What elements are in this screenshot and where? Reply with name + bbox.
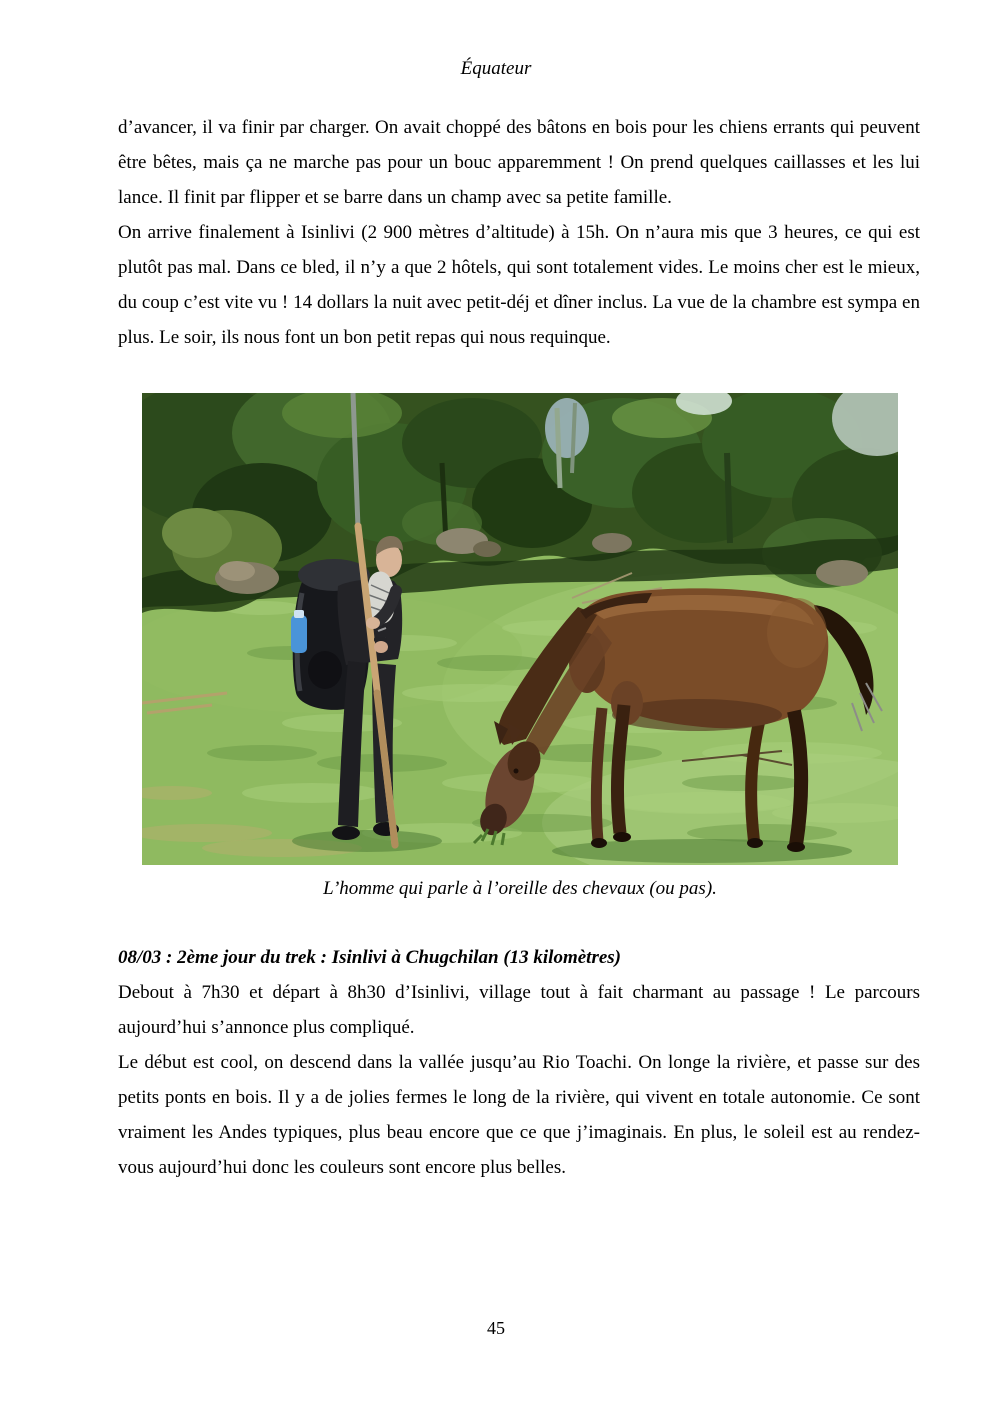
hiker-hand <box>366 617 380 629</box>
hiker-hand <box>374 641 388 653</box>
photo-figure <box>142 393 898 901</box>
page-number: 45 <box>487 1318 505 1338</box>
horse-hind-leg <box>794 711 801 845</box>
tree-trunk <box>557 408 560 488</box>
water-bottle <box>291 615 307 653</box>
page-title: Équateur <box>460 58 532 79</box>
hiker-shadow <box>292 830 442 852</box>
paragraph: Debout à 7h30 et départ à 8h30 d’Isinlivi, village tout à fait charmant au passage ! Le parcours aujourd’hui s’annonce plus compliqué. <box>118 982 920 1038</box>
sky-gap <box>545 398 589 458</box>
bush <box>162 508 232 558</box>
rock <box>816 560 868 586</box>
waist-bag <box>308 651 342 689</box>
tree-trunk <box>727 453 730 543</box>
rock <box>219 561 255 581</box>
rock <box>473 541 501 557</box>
body-text-upper <box>118 110 920 355</box>
paragraph: On arrive finalement à Isinlivi (2 900 mètres d’altitude) à 15h. On n’aura mis que 3 heures, ce qui est plutôt pas mal. Dans ce bled, il n’y a que 2 hôtels, qui sont totalement vides. Le moins cher est le mieux, du coup c’est vite vu ! 14 dollars la nuit avec petit-déj et dîner inclus. La vue de la chambre est sympa en plus. Le soir, ils nous font un bon petit repas qui nous requinque. <box>118 222 920 348</box>
paragraph: Le début est cool, on descend dans la vallée jusqu’au Rio Toachi. On longe la rivière, et passe sur des petits ponts en bois. Il y a de jolies fermes le long de la rivière, qui vivent en totale autonomie. Ce sont vraiment les Andes typiques, plus beau encore que ce que j’imaginais. En plus, le soleil est au rendez-vous aujourd’hui donc les couleurs sont encore plus belles. <box>118 1052 920 1178</box>
horse-eye <box>514 769 519 774</box>
hiker-shoe <box>332 826 360 840</box>
trek-photo-illustration <box>142 393 898 865</box>
paragraph: d’avancer, il va finir par charger. On avait choppé des bâtons en bois pour les chiens errants qui peuvent être bêtes, mais ça ne marche pas pour un bouc apparemment ! On prend quelques caillasses et les lui lance. Il finit par flipper et se barre dans un champ avec sa petite famille. <box>118 117 920 208</box>
rock <box>592 533 632 553</box>
photo-caption: L’homme qui parle à l’oreille des chevaux (ou pas). <box>323 878 717 899</box>
horse-front-leg <box>596 708 602 841</box>
section-heading: 08/03 : 2ème jour du trek : Isinlivi à Chugchilan (13 kilomètres) <box>118 947 621 968</box>
body-text-lower <box>118 940 920 1185</box>
horse-front-leg <box>617 705 624 833</box>
